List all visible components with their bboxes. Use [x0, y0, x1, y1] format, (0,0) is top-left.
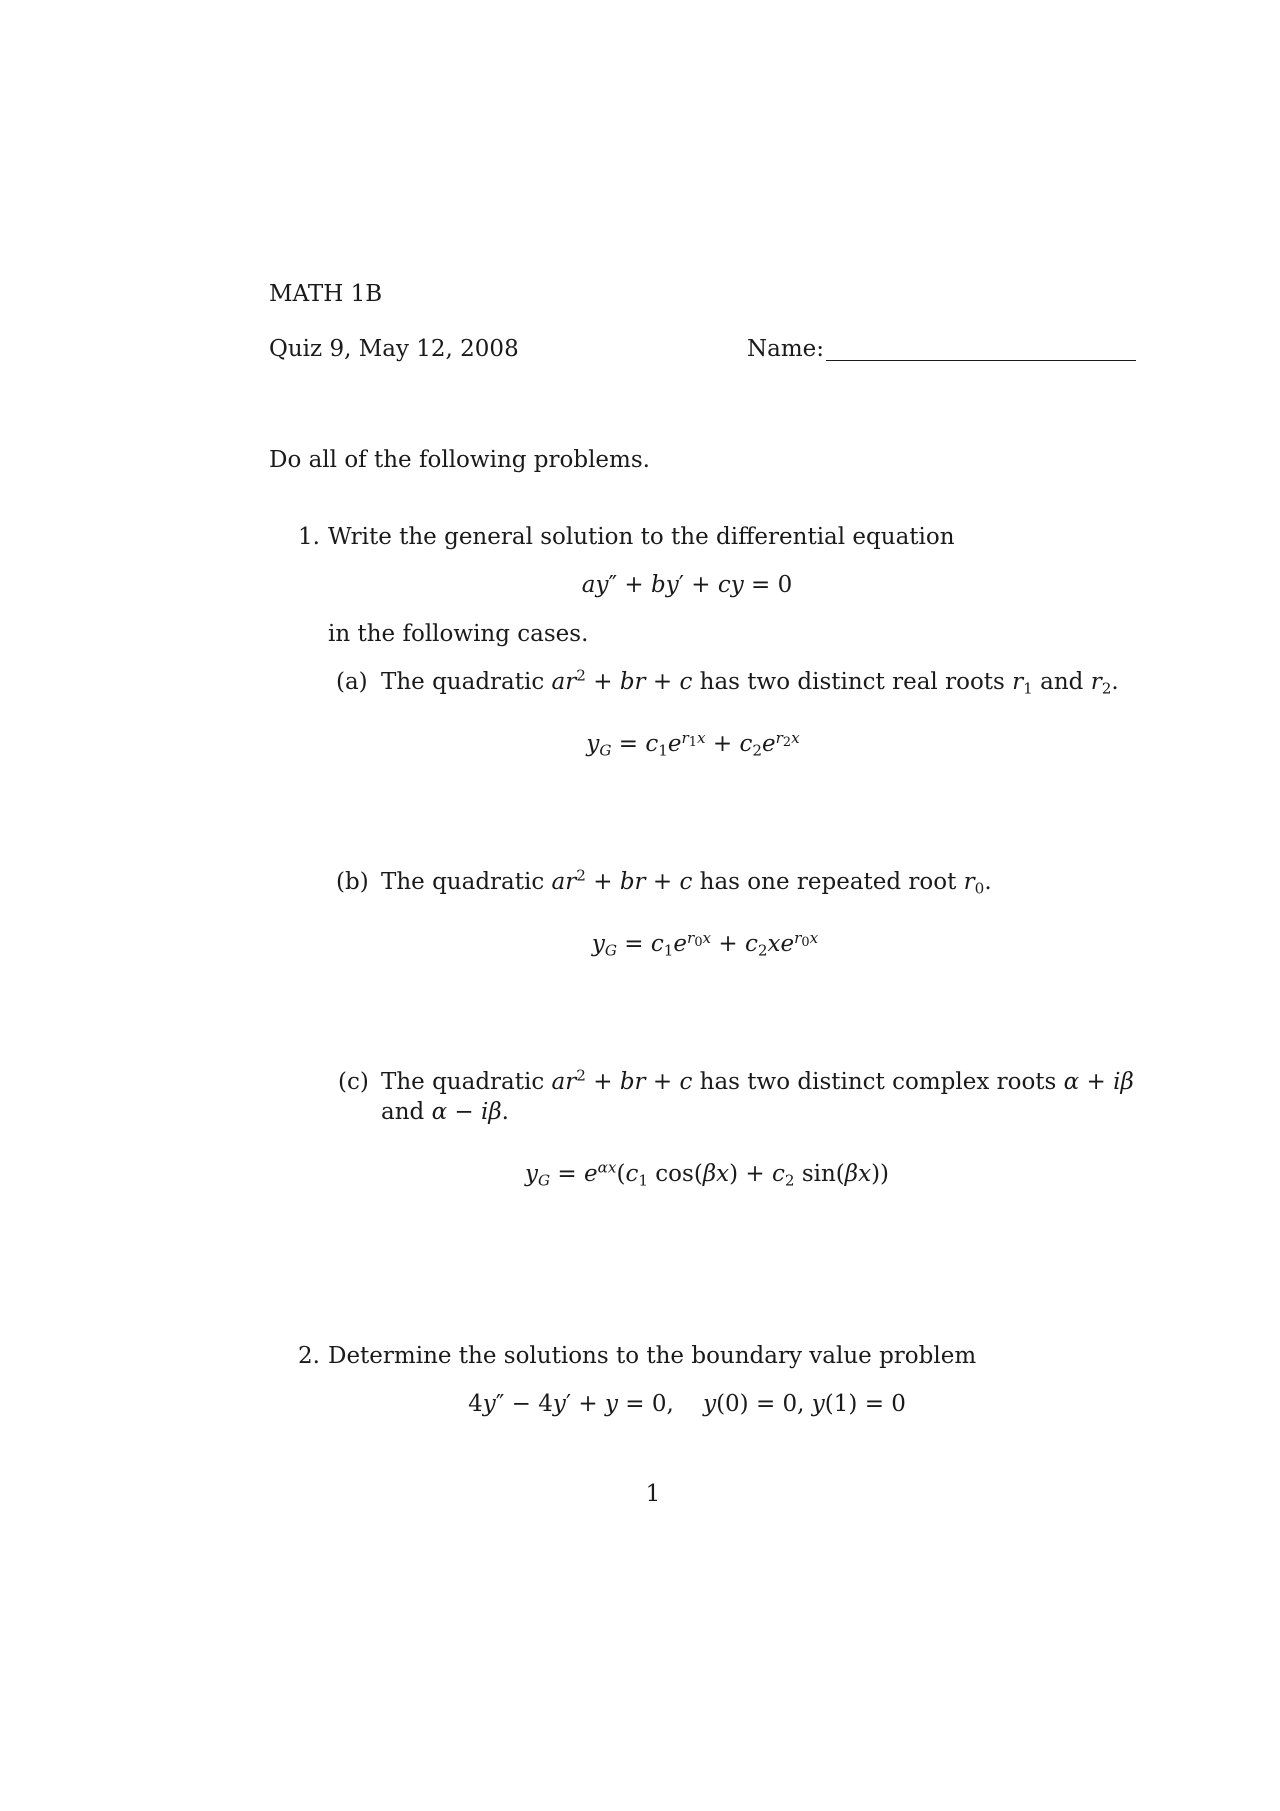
name-label: Name:	[747, 336, 825, 362]
problem-1-text: Write the general solution to the differential equation	[328, 524, 955, 550]
problem-1-number: 1.	[298, 524, 320, 550]
instructions: Do all of the following problems.	[269, 447, 650, 473]
problem-2-text: Determine the solutions to the boundary value problem	[328, 1343, 977, 1369]
page-number: 1	[645, 1481, 661, 1507]
part-a-label: (a)	[336, 669, 368, 695]
part-a-solution: $y_G = c_1e^{r_1x} + c_2e^{r_2x}$	[586, 728, 800, 760]
problem-1-equation: ay″ + by′ + cy = 0	[581, 572, 793, 598]
part-b-solution: $y_G = c_1e^{r_0x} + c_2xe^{r_0x}$	[591, 928, 819, 960]
problem-1-followup: in the following cases.	[328, 621, 589, 647]
part-b-text: The quadratic $ar^2$ + br + c has one repeated root $r_0$.	[381, 866, 992, 898]
part-c-text-line1: The quadratic $ar^2$ + br + c has two distinct complex roots α + iβ	[381, 1066, 1134, 1095]
part-a-text: The quadratic $ar^2$ + br + c has two distinct real roots $r_1$ and $r_2$.	[381, 666, 1119, 698]
problem-2-number: 2.	[298, 1343, 320, 1369]
part-c-label: (c)	[338, 1069, 369, 1095]
part-b-label: (b)	[336, 869, 369, 895]
part-c-solution: $y_G = e^{\alpha x}(c_1$ $\cos(\beta x) + c_2$ sin(βx))	[524, 1158, 890, 1190]
name-blank-line	[826, 360, 1136, 361]
course-title: MATH 1B	[269, 281, 383, 307]
quiz-title: Quiz 9, May 12, 2008	[269, 336, 519, 362]
problem-2-equation: 4y″ − 4y′ + y = 0, y(0) = 0, y(1) = 0	[468, 1391, 906, 1417]
part-c-text-line2: and α − iβ.	[381, 1099, 509, 1125]
